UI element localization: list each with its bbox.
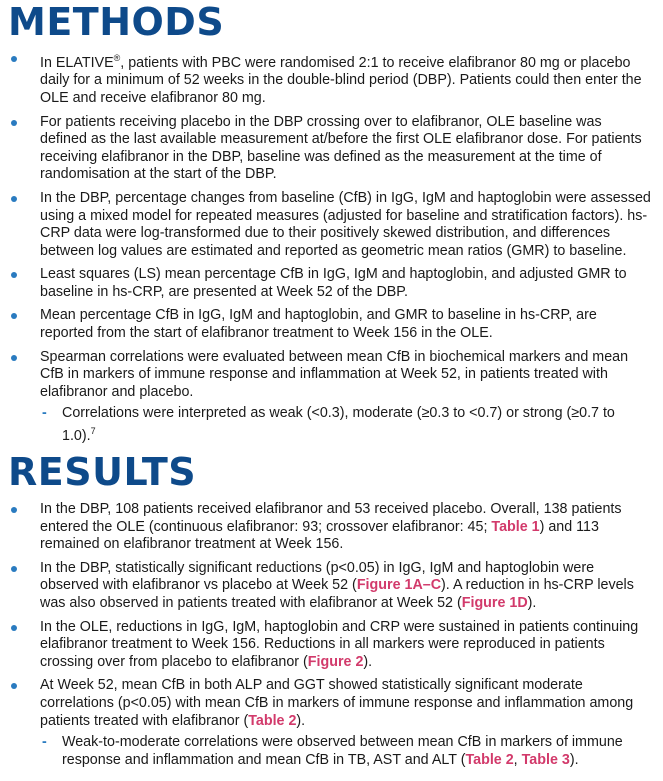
methods-heading: METHODS <box>8 0 225 44</box>
results-item-4-text-a: At Week 52, mean CfB in both ALP and GGT showed statistically significant moderate correlations (p<0.05) with mean CfB in markers of immune response and inflammation among patients treated with elafibranor ( <box>40 677 634 729</box>
results-item-3-text-a: In the OLE, reductions in IgG, IgM, haptoglobin and CRP were sustained in patients continuing elafibranor treatment to Week 156. Reductions in all markers were reproduced in patients crossing over from placebo to elafibranor ( <box>40 618 639 670</box>
figure-1a-c-link[interactable]: Figure 1A–C <box>356 577 442 594</box>
bullet-icon <box>11 196 17 202</box>
methods-item-2-text: For patients receiving placebo in the DBP crossing over to elafibranor, OLE baseline was defined as the last available measurement at/before the first OLE elafibranor dose. For patients receiving elafibranor in the DBP, baseline was defined as the measurement at the time of randomisation at the start of the DBP. <box>40 113 642 183</box>
results-item-2-text-c: ). <box>527 594 537 611</box>
methods-subitem <box>0 405 651 445</box>
methods-item-5 <box>0 307 663 342</box>
results-item-2-text-a: In the DBP, statistically significant reductions (p<0.05) in IgG, IgM and haptoglobin were observed with elafibranor vs placebo at Week 52 ( <box>40 559 595 594</box>
bullet-icon <box>11 56 17 62</box>
methods-item-3 <box>0 190 663 260</box>
methods-item-1 <box>0 50 663 108</box>
bullet-icon <box>11 625 17 631</box>
results-heading: RESULTS <box>8 450 197 494</box>
table-1-link[interactable]: Table 1 <box>491 518 540 535</box>
methods-item-6-text: Spearman correlations were evaluated between mean CfB in biochemical markers and mean CfB in markers of immune response and inflammation at Week 52, in patients treated with elafibranor and placebo. <box>40 348 629 400</box>
figure-2-link[interactable]: Figure 2 <box>307 653 364 670</box>
dash-icon: - <box>42 734 47 751</box>
bullet-icon <box>11 507 17 513</box>
methods-subitem-text: Correlations were interpreted as weak (<0.3), moderate (≥0.3 to <0.7) or strong (≥0.7 to 1.0). <box>62 405 615 444</box>
methods-item-3-text: In the DBP, percentage changes from baseline (CfB) in IgG, IgM and haptoglobin were assessed using a mixed model for repeated measures (adjusted for baseline and stratification factors). hs-CRP data were log-transformed due to their positively skewed distribution, and differences between log values are estimated and reported as geometric mean ratios (GMR) to baseline. <box>40 189 651 259</box>
results-item-2-text-b: ). A reduction in hs-CRP levels was also observed in patients treated with elafibranor at Week 52 ( <box>40 577 634 611</box>
bullet-icon <box>11 566 17 572</box>
bullet-icon <box>11 355 17 361</box>
results-subitem-text-b: ). <box>569 751 579 768</box>
results-item-3-text-b: ). <box>363 653 373 670</box>
methods-item-1-text-a: In ELATIVE <box>40 54 114 71</box>
registered-mark: ® <box>113 53 121 63</box>
bullet-icon <box>11 313 17 319</box>
results-item-3 <box>0 619 663 672</box>
methods-item-1-text-b: , patients with PBC were randomised 2:1 to receive elafibranor 80 mg or placebo daily for a minimum of 52 weeks in the double-blind period (DBP). Patients could then enter the OLE and receive elafibranor 80 mg. <box>40 54 642 106</box>
results-subitem-text-a: Weak-to-moderate correlations were observed between mean CfB in markers of immune response and inflammation and mean CfB in TB, AST and ALT ( <box>62 734 623 768</box>
methods-item-5-text: Mean percentage CfB in IgG, IgM and haptoglobin, and GMR to baseline in hs-CRP, are reported from the start of elafibranor treatment to Week 156 in the OLE. <box>40 307 597 342</box>
methods-list <box>0 50 663 451</box>
methods-item-2 <box>0 114 663 184</box>
methods-item-4-text: Least squares (LS) mean percentage CfB in IgG, IgM and haptoglobin, and adjusted GMR to baseline in hs-CRP, are presented at Week 52 of the DBP. <box>40 266 627 300</box>
figure-1d-link[interactable]: Figure 1D <box>461 594 528 611</box>
results-item-1 <box>0 501 663 554</box>
table-3-link[interactable]: Table 3 <box>521 751 570 768</box>
results-subitem-separator: , <box>513 751 522 768</box>
bullet-icon <box>11 272 17 278</box>
results-item-1-text-a: In the DBP, 108 patients received elafibranor and 53 received placebo. Overall, 138 patients entered the OLE (continuous elafibranor: 93; crossover elafibranor: 45; <box>40 501 622 535</box>
bullet-icon <box>11 120 17 126</box>
results-subitem <box>0 734 651 769</box>
dash-icon: - <box>42 405 47 422</box>
results-list <box>0 501 663 775</box>
citation-superscript: 7 <box>90 426 96 437</box>
bullet-icon <box>11 683 17 689</box>
results-item-2 <box>0 560 663 613</box>
table-2-link[interactable]: Table 2 <box>248 712 297 729</box>
methods-item-6 <box>0 349 663 446</box>
results-item-4 <box>0 677 663 769</box>
results-item-1-text-b: ) and 113 remained on elafibranor treatment at Week 156. <box>40 518 599 553</box>
results-item-4-text-b: ). <box>296 712 306 729</box>
table-2-link-sub[interactable]: Table 2 <box>465 751 514 768</box>
methods-item-4 <box>0 266 663 301</box>
